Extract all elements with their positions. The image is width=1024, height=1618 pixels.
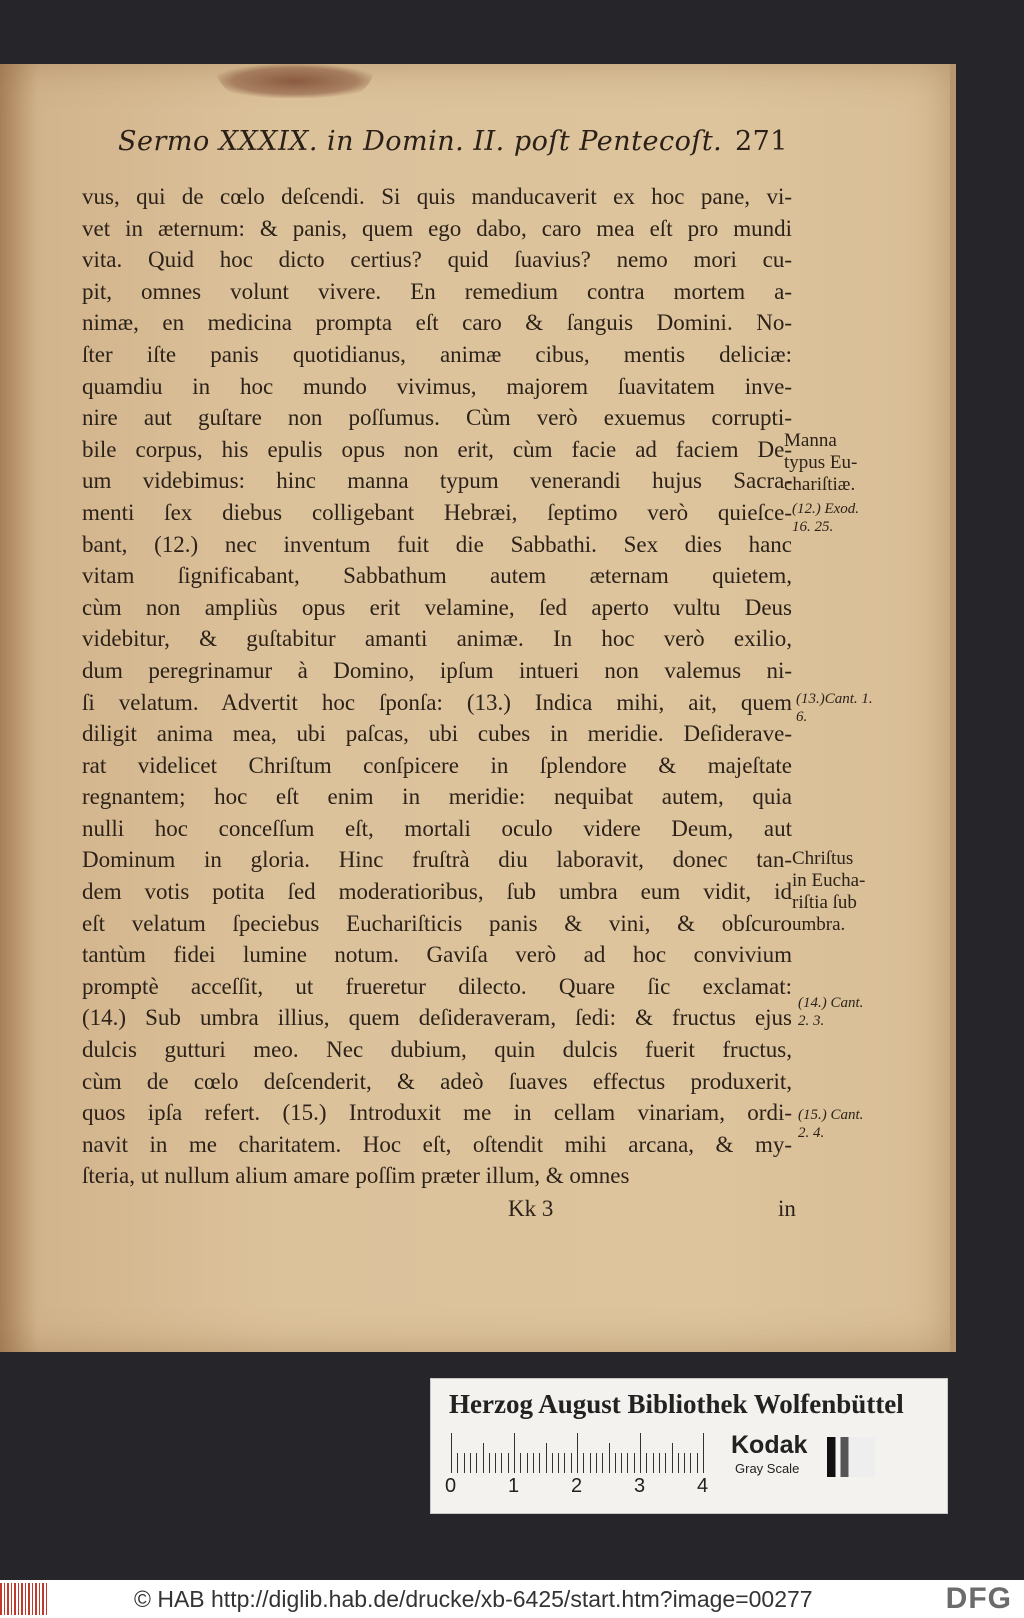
margin-note-line: typus Eu- <box>784 452 858 473</box>
scale-tick <box>495 1453 496 1473</box>
margin-note-line: in Eucha- <box>792 870 866 891</box>
text-line: quamdiu in hoc mundo vivimus, majorem ſuavitatem inve- <box>82 373 792 399</box>
scale-tick <box>514 1433 515 1473</box>
scale-tick <box>577 1433 578 1473</box>
scale-tick <box>697 1453 698 1473</box>
margin-note-line: riſtia ſub <box>792 892 857 913</box>
text-line: um videbimus: hinc manna typum venerandi hujus Sacra- <box>82 468 792 494</box>
text-line: menti ſex diebus colligebant Hebræi, ſeptimo verò quieſce- <box>82 499 792 525</box>
scale-tick <box>476 1453 477 1473</box>
scale-tick <box>546 1443 547 1473</box>
scale-tick <box>634 1453 635 1473</box>
footer-bar <box>0 1580 1024 1618</box>
library-label-card <box>430 1378 948 1514</box>
scale-tick <box>520 1453 521 1473</box>
scale-tick <box>564 1453 565 1473</box>
body-text <box>82 181 792 1192</box>
text-line: dum peregrinamur à Domino, ipſum intueri non valemus ni- <box>82 657 792 683</box>
source-link[interactable]: © HAB http://diglib.hab.de/drucke/xb-6425/start.htm?image=00277 <box>134 1586 813 1612</box>
margin-note-manna <box>784 430 857 496</box>
text-line: tantùm fidei lumine notum. Gaviſa verò ad hoc convivium <box>82 942 792 968</box>
text-line: bant, (12.) nec inventum fuit die Sabbathi. Sex dies hanc <box>82 531 792 557</box>
margin-note-ref13 <box>796 690 873 726</box>
scale-tick <box>640 1433 641 1473</box>
text-line: videbitur, & guſtabitur amanti animæ. In hoc verò exilio, <box>82 626 792 652</box>
scale-number: 3 <box>634 1475 646 1497</box>
text-line: nimæ, en medicina prompta eſt caro & ſanguis Domini. No- <box>82 310 792 336</box>
text-line: nulli hoc conceſſum eſt, mortali oculo videre Deum, aut <box>82 815 792 841</box>
scale-tick <box>678 1453 679 1473</box>
margin-note-christus <box>792 848 865 936</box>
scale-tick <box>703 1433 704 1473</box>
scale-number: 4 <box>697 1475 709 1497</box>
margin-note-ref12 <box>792 500 859 536</box>
margin-note-line: (14.) Cant. <box>798 995 864 1011</box>
margin-note-line: chariſtiæ. <box>784 474 856 495</box>
margin-note-line: (13.)Cant. 1. <box>796 691 873 707</box>
scale-tick <box>627 1453 628 1473</box>
scale-tick <box>558 1453 559 1473</box>
dfg-logo: DFG <box>945 1582 1012 1615</box>
scale-tick <box>596 1453 597 1473</box>
text-line: navit in me charitatem. Hoc eſt, oſtendit mihi arcana, & my- <box>82 1131 792 1157</box>
scale-tick <box>609 1443 610 1473</box>
scale-tick <box>451 1433 452 1473</box>
scale-tick <box>470 1453 471 1473</box>
scale-tick <box>615 1453 616 1473</box>
gray-scale-label: Gray Scale <box>735 1461 800 1476</box>
text-line: Dominum in gloria. Hinc fruſtrà diu laboravit, donec tan- <box>82 847 792 873</box>
text-line: cùm de cœlo deſcenderit, & adeò ſuaves effectus produxerit, <box>82 1068 792 1094</box>
margin-note-line: (15.) Cant. <box>798 1107 864 1123</box>
margin-note-line: umbra. <box>792 914 846 935</box>
margin-note-line: (12.) Exod. <box>792 501 860 517</box>
text-line: cùm non ampliùs opus erit velamine, ſed aperto vultu Deus <box>82 594 792 620</box>
scale-tick <box>457 1453 458 1473</box>
scale-tick <box>571 1453 572 1473</box>
text-line: ſter iſte panis quotidianus, animæ cibus, mentis deliciæ: <box>82 341 792 367</box>
scale-tick <box>483 1443 484 1473</box>
scale-tick <box>533 1453 534 1473</box>
signature-mark: Kk 3 <box>508 1196 554 1221</box>
margin-note-line: 2. 4. <box>798 1125 825 1141</box>
scale-number: 2 <box>571 1475 583 1497</box>
scale-tick <box>464 1453 465 1473</box>
scale-tick <box>665 1453 666 1473</box>
scale-tick <box>508 1453 509 1473</box>
scale-tick <box>684 1453 685 1473</box>
text-line: (14.) Sub umbra illius, quem deſideraveram, ſedi: & fructus ejus <box>82 1005 792 1031</box>
page-stain <box>215 64 375 98</box>
text-line: dem votis potita ſed moderatioribus, ſub umbra eum vidit, id <box>82 879 792 905</box>
catchword: in <box>778 1196 796 1221</box>
text-line: vitam ſignificabant, Sabbathum autem æternam quietem, <box>82 563 792 589</box>
scale-tick <box>690 1453 691 1473</box>
text-line: dulcis gutturi meo. Nec dubium, quin dulcis fuerit fructus, <box>82 1037 792 1063</box>
text-line: ſteria, ut nullum alium amare poſſim præter illum, & omnes <box>82 1163 630 1189</box>
barcode-icon <box>0 1583 48 1615</box>
margin-note-line: 6. <box>796 709 808 725</box>
running-head-title: Sermo XXXIX. in Domin. II. poſt Pentecoſt. <box>118 126 723 157</box>
margin-note-line: 16. 25. <box>792 519 834 535</box>
text-line: bile corpus, his epulis opus non erit, cùm facie ad faciem De- <box>82 436 792 462</box>
scale-tick <box>646 1453 647 1473</box>
text-line: pit, omnes volunt vivere. En remedium contra mortem a- <box>82 278 792 304</box>
scale-tick <box>552 1453 553 1473</box>
scale-tick <box>653 1453 654 1473</box>
text-line: vus, qui de cœlo deſcendi. Si quis manducaverit ex hoc pane, vi- <box>82 184 792 209</box>
page-number: 271 <box>734 126 788 157</box>
margin-note-line: Chriſtus <box>792 848 854 869</box>
kodak-logo: Kodak <box>731 1431 808 1459</box>
text-line: nire aut guſtare non poſſumus. Cùm verò exuemus corrupti- <box>82 405 792 431</box>
scale-tick <box>501 1453 502 1473</box>
text-line: diligit anima mea, ubi paſcas, ubi cubes in meridie. Deſiderave- <box>82 721 792 747</box>
scale-tick <box>602 1453 603 1473</box>
running-head <box>118 126 788 162</box>
margin-note-ref15 <box>798 1106 863 1142</box>
text-line: promptè acceſſit, ut frueretur dilecto. Quare ſic exclamat: <box>82 973 792 999</box>
text-line: vita. Quid hoc dicto certius? quid ſuavius? nemo mori cu- <box>82 247 792 273</box>
scale-number: 0 <box>445 1475 457 1497</box>
scale-tick <box>539 1453 540 1473</box>
margin-note-line: 2. 3. <box>798 1013 825 1029</box>
gray-swatch <box>827 1437 875 1477</box>
scale-tick <box>583 1453 584 1473</box>
scale-tick <box>590 1453 591 1473</box>
scale-tick <box>659 1453 660 1473</box>
scale-number: 1 <box>508 1475 520 1497</box>
margin-note-ref14 <box>798 994 863 1030</box>
gray-scale-ruler <box>451 1431 709 1473</box>
text-line: quos ipſa refert. (15.) Introduxit me in cellam vinariam, ordi- <box>82 1100 792 1126</box>
scale-tick <box>621 1453 622 1473</box>
text-line: vet in æternum: & panis, quem ego dabo, caro mea eſt pro mundi <box>82 215 792 241</box>
text-line: rat videlicet Chriſtum conſpicere in ſplendore & majeſtate <box>82 752 792 778</box>
margin-note-line: Manna <box>784 430 837 451</box>
library-name: Herzog August Bibliothek Wolfenbüttel <box>449 1389 904 1419</box>
text-line: regnantem; hoc eſt enim in meridie: nequibat autem, quia <box>82 784 792 810</box>
text-line: ſi velatum. Advertit hoc ſponſa: (13.) Indica mihi, ait, quem <box>82 689 792 715</box>
scale-tick <box>672 1443 673 1473</box>
text-line: eſt velatum ſpeciebus Euchariſticis panis & vini, & obſcuro <box>82 910 792 936</box>
scale-tick <box>527 1453 528 1473</box>
scale-tick <box>489 1453 490 1473</box>
